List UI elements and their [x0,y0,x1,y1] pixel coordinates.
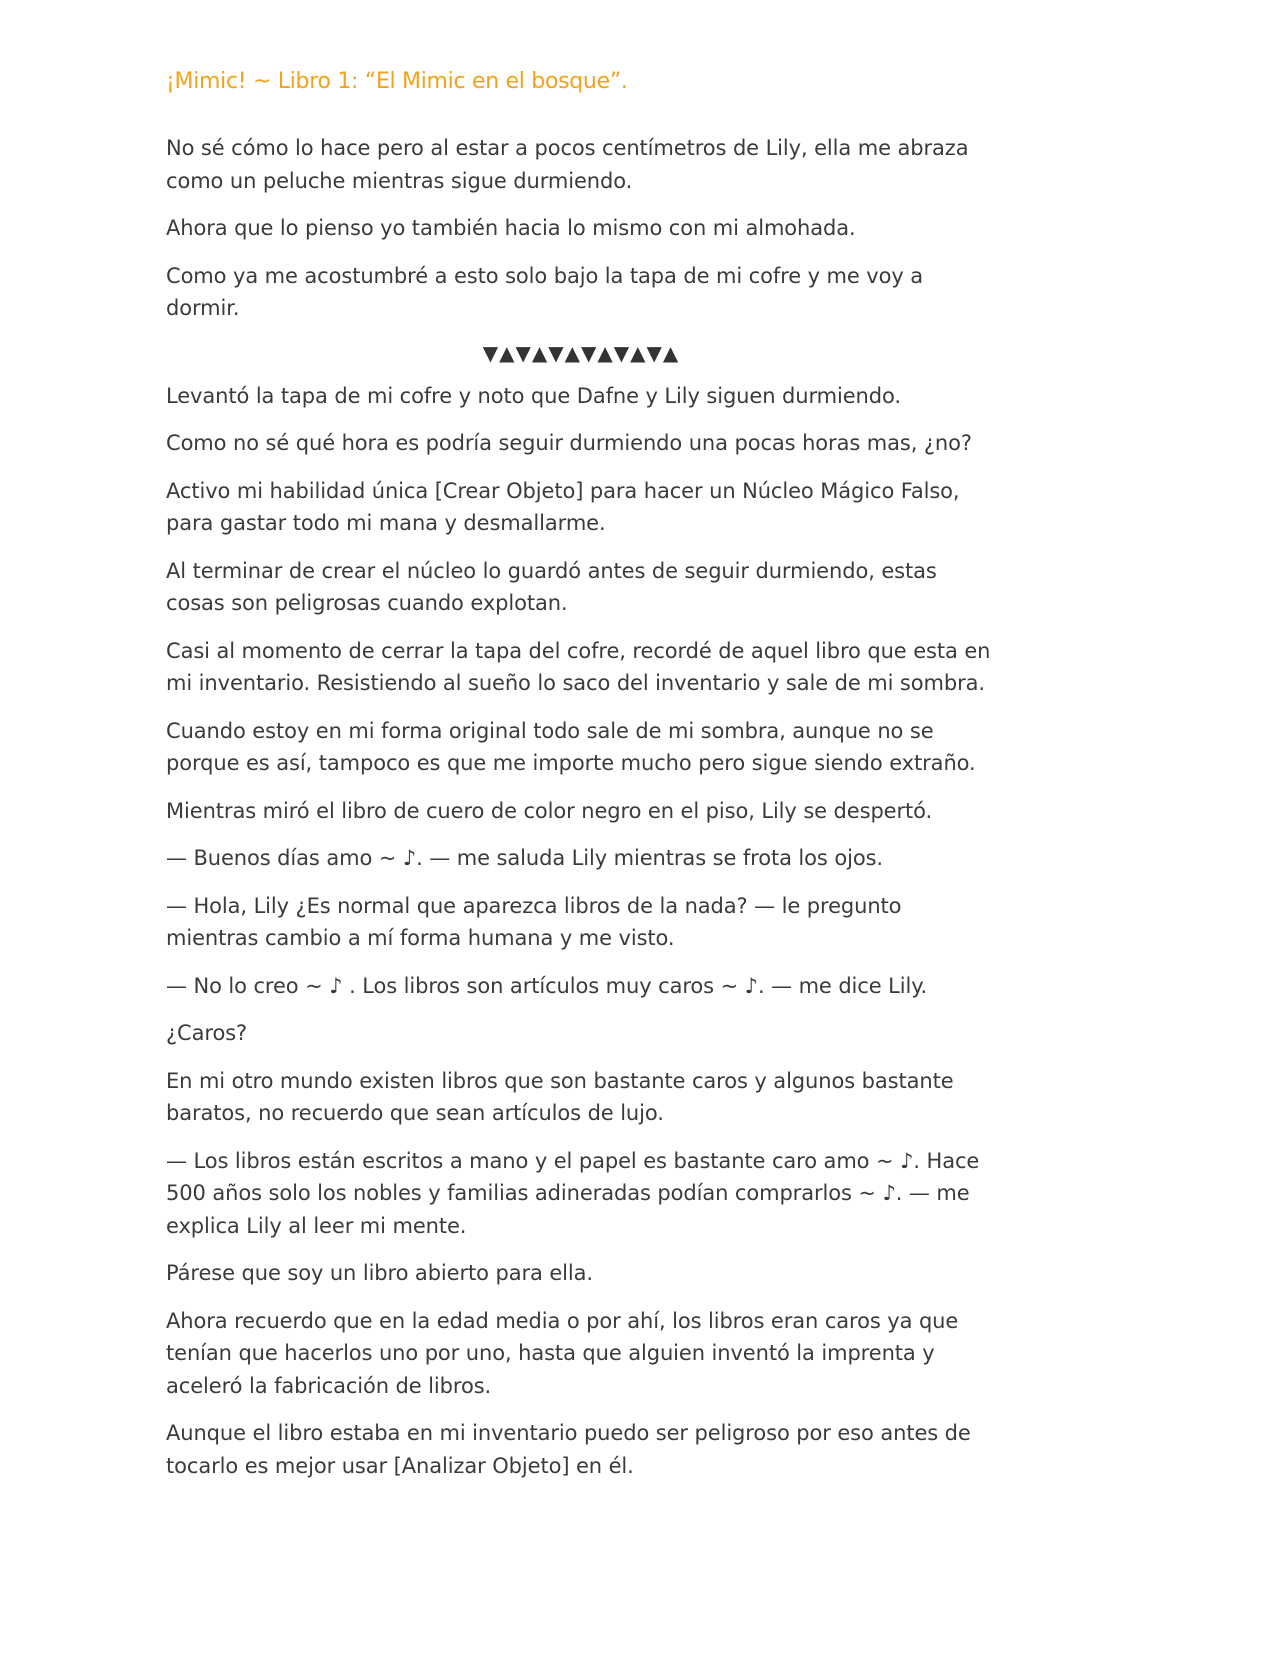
paragraph: Párese que soy un libro abierto para ella. [166,1261,593,1285]
dialogue-paragraph: — Hola, Lily ¿Es normal que aparezca libros de la nada? — le pregunto mientras cambio a mí forma humana y me visto. [166,893,902,950]
paragraph: Activo mi habilidad única [Crear Objeto] para hacer un Núcleo Mágico Falso, para gastar todo mi mana y desmallarme. [166,478,960,535]
document-page [166,66,996,1497]
paragraph: Levantó la tapa de mi cofre y noto que Dafne y Lily siguen durmiendo. [166,383,901,408]
paragraph: Como no sé qué hora es podría seguir durmiendo una pocas horas mas, ¿no? [166,431,972,455]
dialogue-paragraph: — Los libros están escritos a mano y el papel es bastante caro amo ~ ♪. Hace 500 años solo los nobles y familias adineradas podían comprarlos ~ ♪. — me explica Lily al leer mi mente. [166,1148,980,1238]
paragraph: Como ya me acostumbré a esto solo bajo la tapa de mi cofre y me voy a dormir. [166,263,923,320]
paragraph: No sé cómo lo hace pero al estar a pocos centímetros de Lily, ella me abraza como un peluche mientras sigue durmiendo. [166,136,969,193]
paragraph: Mientras miró el libro de cuero de color negro en el piso, Lily se despertó. [166,798,933,823]
paragraph: Ahora recuerdo que en la edad media o por ahí, los libros eran caros ya que tenían que hacerlos uno por uno, hasta que alguien inventó la imprenta y aceleró la fabricación de libros. [166,1308,959,1398]
running-header: ¡Mimic! ~ Libro 1: “El Mimic en el bosque”. [166,69,628,94]
scene-separator: ▼▲▼▲▼▲▼▲▼▲▼▲ [482,340,680,365]
paragraph: Al terminar de crear el núcleo lo guardó antes de seguir durmiendo, estas cosas son peligrosas cuando explotan. [166,558,937,615]
dialogue-paragraph: — Buenos días amo ~ ♪. — me saluda Lily mientras se frota los ojos. [166,846,883,870]
paragraph: ¿Caros? [166,1021,248,1045]
paragraph: Ahora que lo pienso yo también hacia lo mismo con mi almohada. [166,216,856,240]
paragraph: En mi otro mundo existen libros que son bastante caros y algunos bastante baratos, no recuerdo que sean artículos de lujo. [166,1068,954,1125]
paragraph: Casi al momento de cerrar la tapa del cofre, recordé de aquel libro que esta en mi inventario. Resistiendo al sueño lo saco del inventario y sale de mi sombra. [166,638,991,695]
dialogue-paragraph: — No lo creo ~ ♪ . Los libros son artículos muy caros ~ ♪. — me dice Lily. [166,973,928,998]
paragraph: Cuando estoy en mi forma original todo sale de mi sombra, aunque no se porque es así, tampoco es que me importe mucho pero sigue siendo extraño. [166,718,976,775]
paragraph: Aunque el libro estaba en mi inventario puedo ser peligroso por eso antes de tocarlo es mejor usar [Analizar Objeto] en él. [166,1421,971,1478]
